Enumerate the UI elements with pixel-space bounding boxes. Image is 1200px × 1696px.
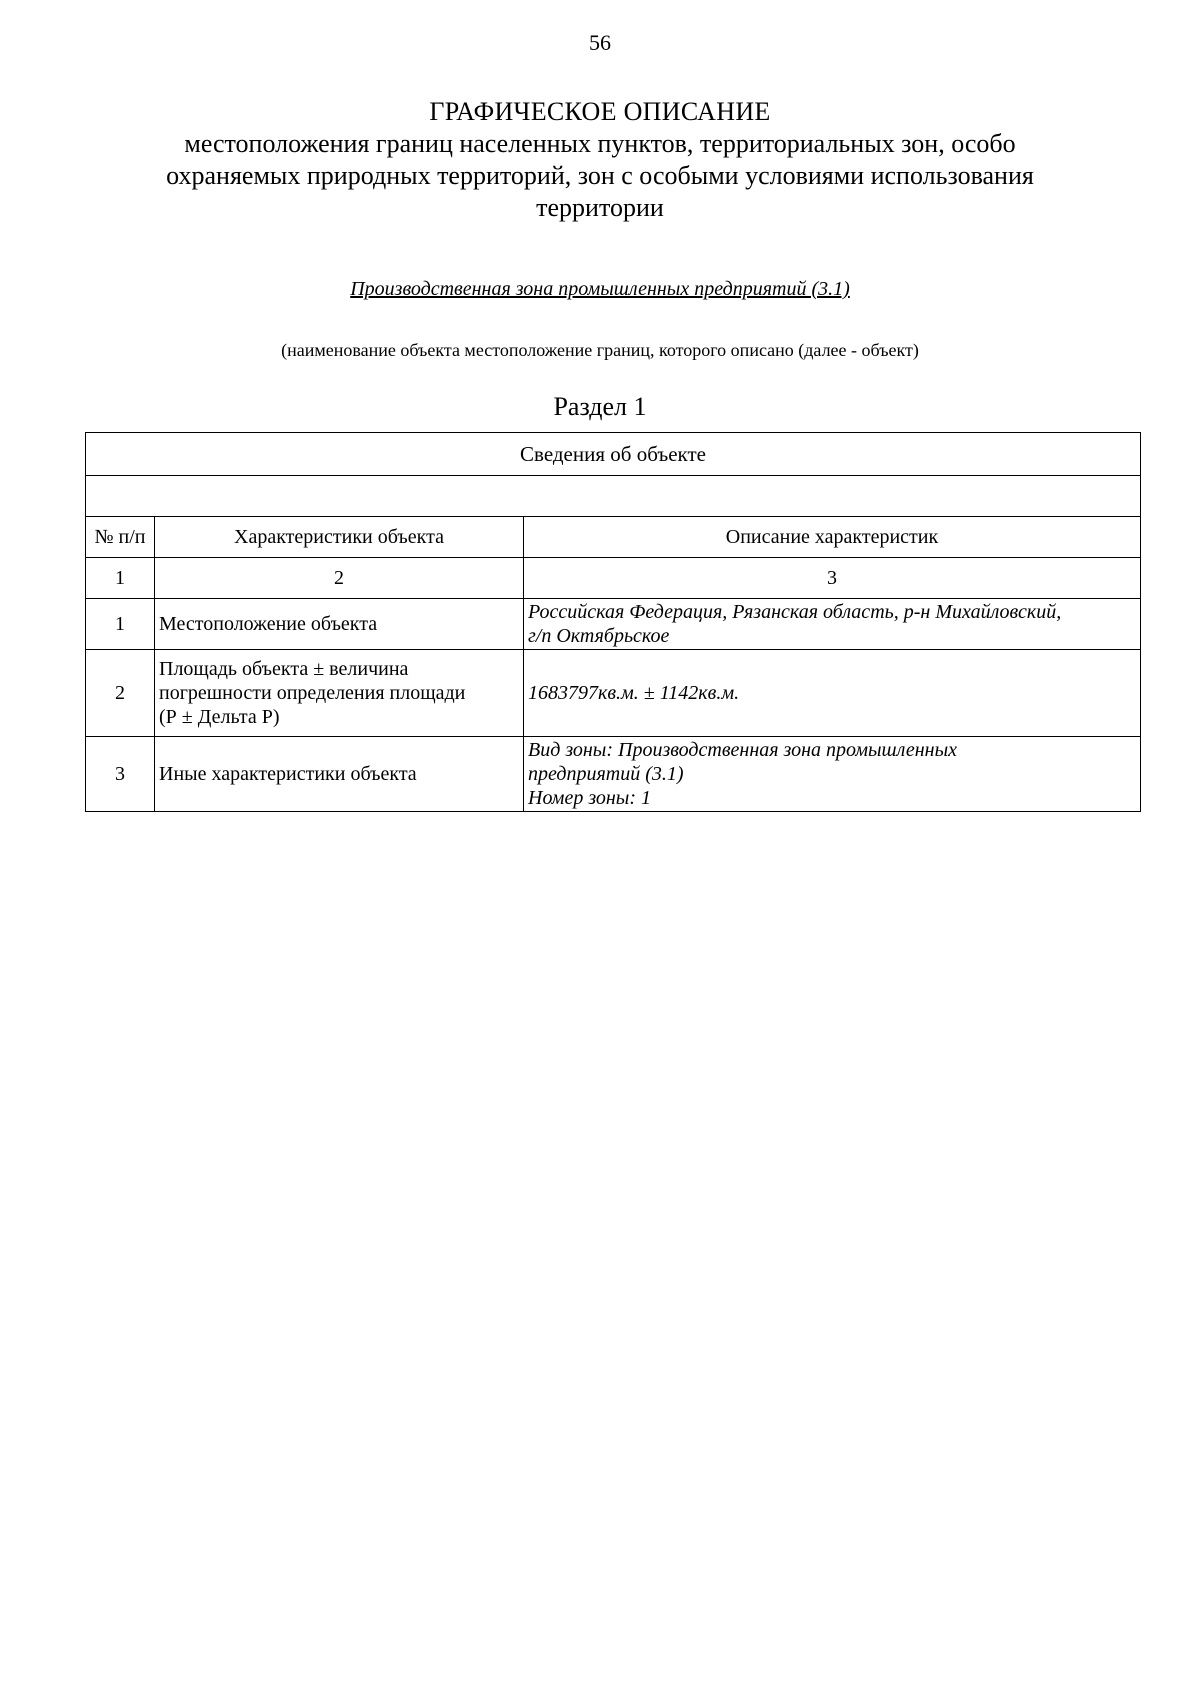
title-line-3: территории <box>536 193 664 222</box>
row-num: 2 <box>86 650 155 737</box>
object-info-table <box>85 432 1141 812</box>
table-header-row <box>86 517 1141 558</box>
description-line: Вид зоны: Производственная зона промышленных <box>528 739 958 761</box>
row-characteristic: Иные характеристики объекта <box>155 737 524 812</box>
description-line: Номер зоны: 1 <box>528 787 651 809</box>
characteristic-line: погрешности определения площади <box>159 682 466 704</box>
column-number-1: 1 <box>86 558 155 599</box>
description-line: г/п Октябрьское <box>528 625 670 647</box>
row-characteristic: Местоположение объекта <box>155 599 524 650</box>
header-description: Описание характеристик <box>524 517 1141 558</box>
row-description: 1683797кв.м. ± 1142кв.м. <box>524 650 1141 737</box>
table-row <box>86 737 1141 812</box>
title-line-1: местоположения границ населенных пунктов, территориальных зон, особо <box>184 129 1016 158</box>
table-row <box>86 599 1141 650</box>
characteristic-line: Площадь объекта ± величина <box>159 658 409 680</box>
title-line-2: охраняемых природных территорий, зон с особыми условиями использования <box>166 161 1034 190</box>
description-line: предприятий (3.1) <box>528 763 684 785</box>
object-name: Производственная зона промышленных предприятий (3.1) <box>350 278 850 300</box>
column-number-2: 2 <box>155 558 524 599</box>
row-description <box>524 737 1141 812</box>
table-empty-cell <box>86 476 1141 517</box>
table-column-numbers-row <box>86 558 1141 599</box>
row-num: 3 <box>86 737 155 812</box>
table-row <box>86 650 1141 737</box>
row-description <box>524 599 1141 650</box>
page-number: 56 <box>589 30 611 55</box>
row-characteristic <box>155 650 524 737</box>
header-characteristic: Характеристики объекта <box>155 517 524 558</box>
row-num: 1 <box>86 599 155 650</box>
section-title: Раздел 1 <box>553 392 647 421</box>
header-num: № п/п <box>86 517 155 558</box>
document-title <box>100 96 1100 224</box>
characteristic-line: (Р ± Дельта Р) <box>159 706 280 728</box>
title-main: ГРАФИЧЕСКОЕ ОПИСАНИЕ <box>429 97 771 126</box>
table-title: Сведения об объекте <box>86 433 1141 476</box>
column-number-3: 3 <box>524 558 1141 599</box>
table-title-row <box>86 433 1141 476</box>
description-line: Российская Федерация, Рязанская область, р-н Михайловский, <box>528 601 1062 623</box>
object-caption: (наименование объекта местоположение границ, которого описано (далее - объект) <box>281 340 919 360</box>
table-empty-row <box>86 476 1141 517</box>
